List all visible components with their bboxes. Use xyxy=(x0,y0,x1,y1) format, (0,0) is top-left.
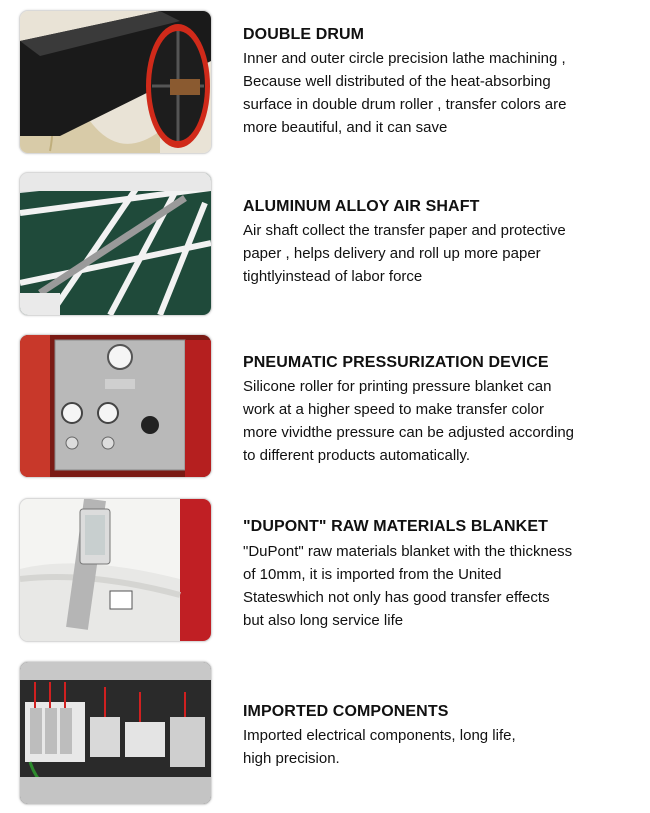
feature-title: ALUMINUM ALLOY AIR SHAFT xyxy=(243,198,480,215)
feature-title: DOUBLE DRUM xyxy=(243,26,365,43)
blanket-caliper-photo-icon xyxy=(20,499,211,641)
description-line: more beautiful, and it can save xyxy=(243,119,448,136)
description-line: high precision. xyxy=(243,750,340,767)
double-drum-image xyxy=(19,10,212,154)
feature-title: PNEUMATIC PRESSURIZATION DEVICE xyxy=(243,354,549,371)
air-shaft-photo-icon xyxy=(20,173,211,315)
feature-title: "DUPONT" RAW MATERIALS BLANKET xyxy=(243,518,548,535)
description-line: Air shaft collect the transfer paper and protective xyxy=(243,222,566,239)
feature-description xyxy=(243,219,633,288)
description-line: surface in double drum roller , transfer colors are xyxy=(243,96,567,113)
pressure-panel-image xyxy=(19,334,212,478)
feature-description xyxy=(243,47,633,139)
description-line: work at a higher speed to make transfer color xyxy=(243,401,544,418)
description-line: "DuPont" raw materials blanket with the thickness xyxy=(243,543,573,560)
electrical-components-photo-icon xyxy=(20,662,211,804)
components-image xyxy=(19,661,212,805)
description-line: more vividthe pressure can be adjusted according xyxy=(243,424,575,441)
description-line: tightlyinstead of labor force xyxy=(243,268,423,285)
description-line: Imported electrical components, long life, xyxy=(243,727,516,744)
blanket-image xyxy=(19,498,212,642)
pressure-gauge-panel-photo-icon xyxy=(20,335,211,477)
feature-description xyxy=(243,724,633,770)
feature-description xyxy=(243,540,633,632)
description-line: Stateswhich not only has good transfer effects xyxy=(243,589,550,606)
description-line: paper , helps delivery and roll up more paper xyxy=(243,245,541,262)
double-drum-photo-icon xyxy=(20,11,211,153)
description-line: Because well distributed of the heat-absorbing xyxy=(243,73,551,90)
description-line: but also long service life xyxy=(243,612,404,629)
description-line: Silicone roller for printing pressure blanket can xyxy=(243,378,552,395)
description-line: to different products automatically. xyxy=(243,447,471,464)
feature-title: IMPORTED COMPONENTS xyxy=(243,703,449,720)
description-line: of 10mm, it is imported from the United xyxy=(243,566,502,583)
air-shaft-image xyxy=(19,172,212,316)
feature-description xyxy=(243,375,633,467)
description-line: Inner and outer circle precision lathe machining , xyxy=(243,50,566,67)
